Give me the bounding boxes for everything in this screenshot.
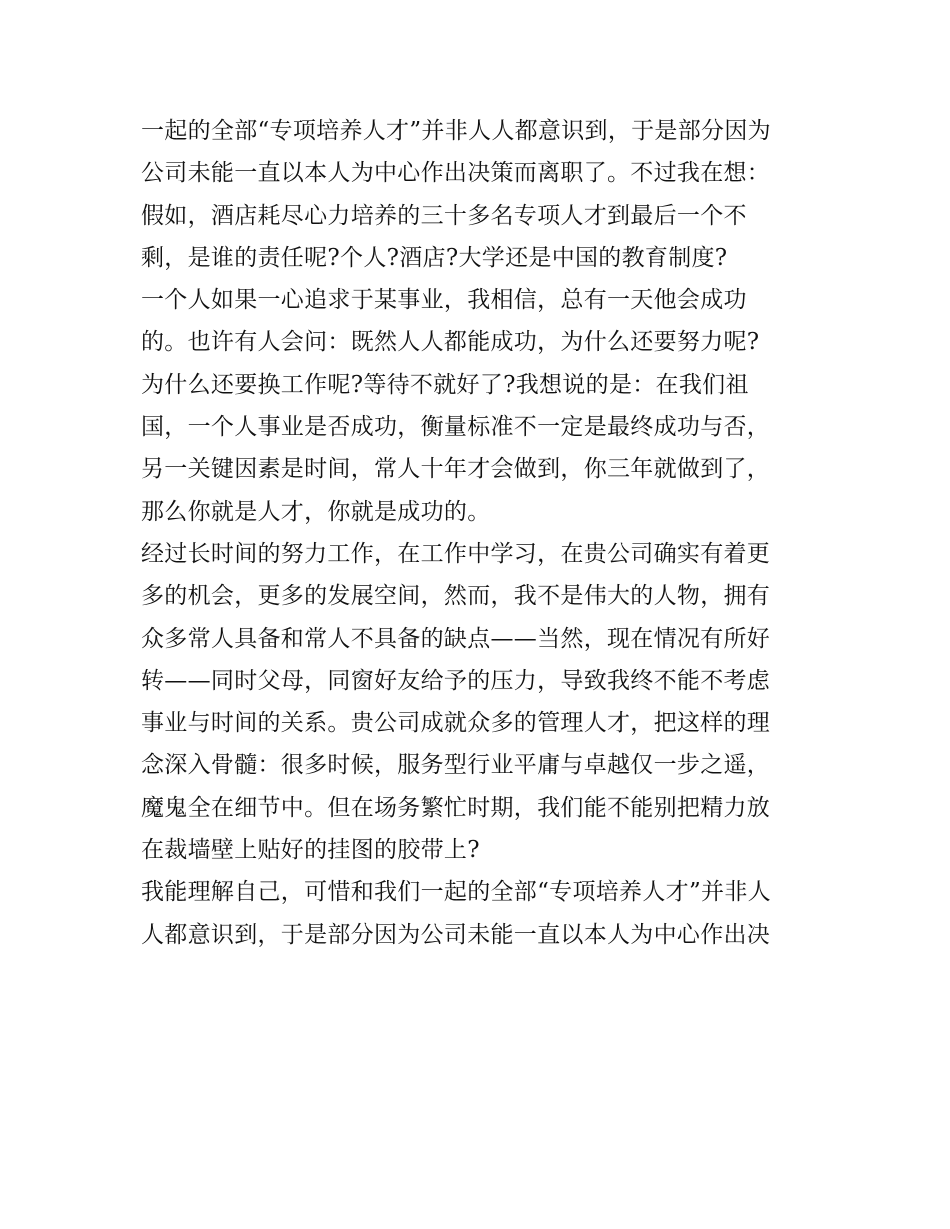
text-line: 经过长时间的努力工作，在工作中学习，在贵公司确实有着更 (141, 540, 771, 567)
text-line: 公司未能一直以本人为中心作出决策而离职了。不过我在想： (141, 160, 771, 187)
text-line: 事业与时间的关系。贵公司成就众多的管理人才，把这样的理 (141, 710, 771, 737)
text-line: 剩，是谁的责任呢?个人?酒店?大学还是中国的教育制度? (141, 244, 728, 271)
text-line: 一起的全部“专项培养人才”并非人人都意识到，于是部分因为 (141, 118, 771, 144)
text-line: 转——同时父母，同窗好友给予的压力，导致我终不能不考虑 (141, 667, 771, 694)
text-line: 的。也许有人会问：既然人人都能成功，为什么还要努力呢? (141, 329, 760, 356)
text-line: 多的机会，更多的发展空间，然而，我不是伟大的人物，拥有 (141, 583, 771, 610)
text-line: 众多常人具备和常人不具备的缺点——当然，现在情况有所好 (141, 625, 771, 652)
text-line: 在裁墙壁上贴好的挂图的胶带上? (141, 837, 480, 864)
document-body (141, 110, 821, 956)
text-line: 念深入骨髓：很多时候，服务型行业平庸与卓越仅一步之遥， (141, 752, 771, 779)
text-line: 国，一个人事业是否成功，衡量标准不一定是最终成功与否， (141, 414, 771, 441)
text-line: 假如，酒店耗尽心力培养的三十多名专项人才到最后一个不 (141, 202, 747, 229)
text-line: 另一关键因素是时间，常人十年才会做到，你三年就做到了， (141, 456, 771, 483)
text-line: 那么你就是人才，你就是成功的。 (141, 498, 491, 525)
text-line: 人都意识到，于是部分因为公司未能一直以本人为中心作出决 (141, 921, 771, 948)
text-line: 我能理解自己，可惜和我们一起的全部“专项培养人才”并非人 (141, 879, 771, 906)
text-line: 一个人如果一心追求于某事业，我相信，总有一天他会成功 (141, 287, 747, 314)
text-line: 为什么还要换工作呢?等待不就好了?我想说的是：在我们祖 (141, 371, 749, 398)
text-line: 魔鬼全在细节中。但在场务繁忙时期，我们能不能别把精力放 (141, 794, 771, 821)
